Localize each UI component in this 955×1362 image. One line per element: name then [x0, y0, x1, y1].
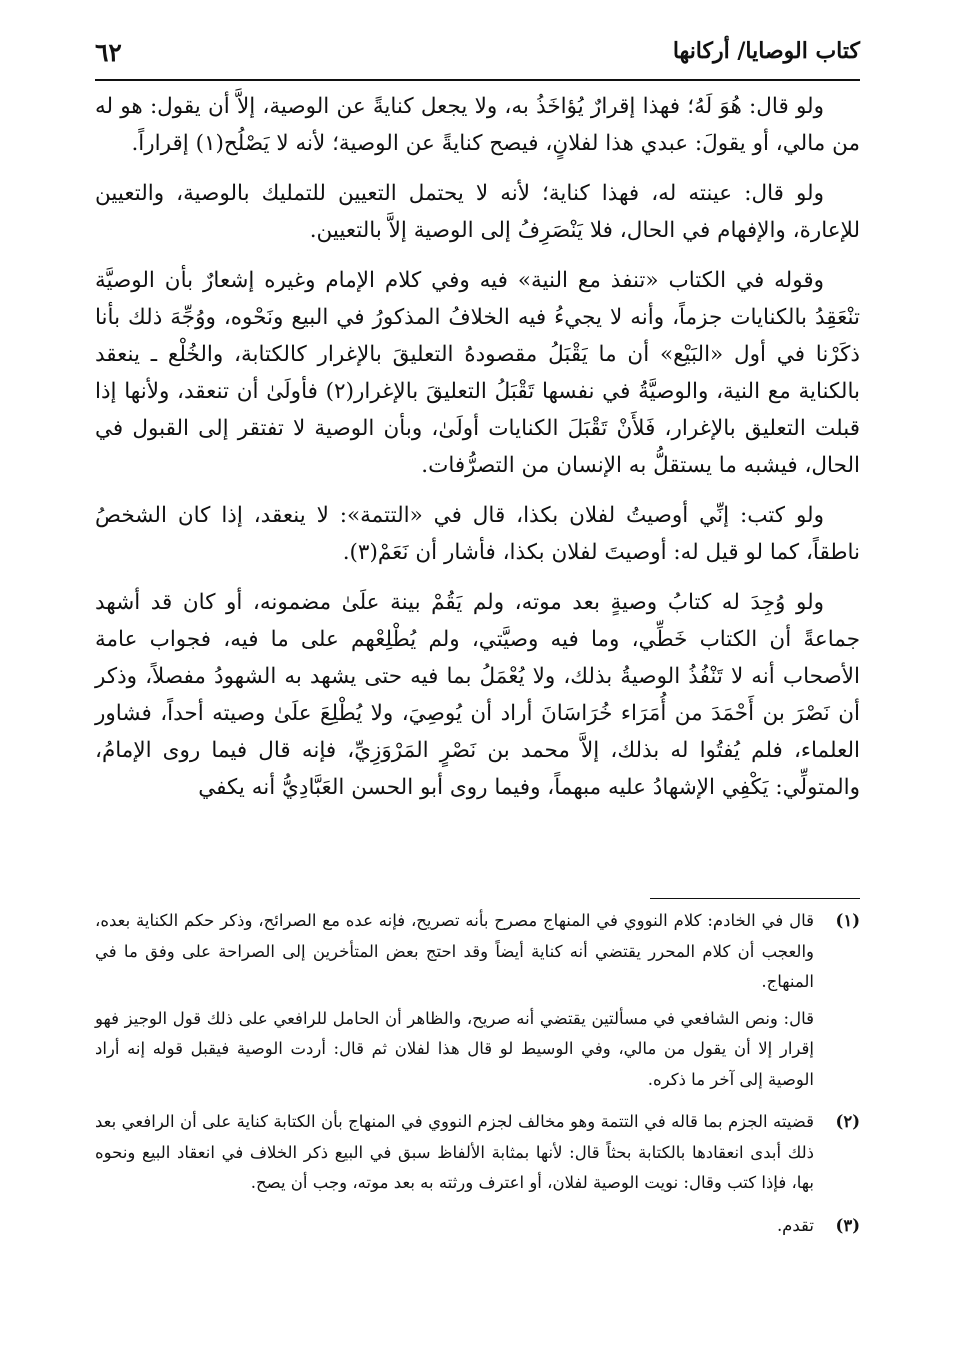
footnote-number: (١)	[835, 911, 860, 930]
running-title: كتاب الوصايا/ أركانها	[672, 38, 860, 64]
paragraph: ولو قال: عينته له، فهذا كناية؛ لأنه لا يحتمل التعيين للتمليك بالوصية، والتعيين للإعارة، والإفهام في الحال، فلا يَنْصَرِفُ إلى الوصية إلاَّ بالتعيين.	[95, 181, 860, 243]
footnote	[95, 906, 860, 1101]
paragraph: ولو قال: هُوَ لَهُ؛ فهذا إقرارٌ يُؤاخَذُ به، ولا يجعل كنايةً عن الوصية، إلاَّ أن يقول: هو له من مالي، أو يقولَ: عبدي هذا لفلانٍ، فيصح كنايةً عن الوصية؛ لأنه لا يَصْلُح(١) إقراراً.	[95, 94, 860, 156]
footnote-paragraph: قال في الخادم: كلام النووي في المنهاج مصرح بأنه تصريح، فإنه عده مع الصرائح، وذكر حكم الكناية بعده، والعجب أن كلام المحرر يقتضي أنه كناية أيضاً وقد احتج بعض المتأخرين إلى الصراحة على وفق ما في المنهاج.	[95, 911, 814, 991]
footnotes	[95, 906, 860, 1253]
paragraph: ولو كتب: إنِّي أوصيتُ لفلان بكذا، قال في «التتمة»: لا ينعقد، إذا كان الشخصُ ناطقاً، كما لو قيل له: أوصيتَ لفلان بكذا، فأشار أن نَعَمْ(٣).	[95, 503, 860, 565]
footnote-paragraph: قضيته الجزم بما قاله في التتمة وهو مخالف لجزم النووي في المنهاج بأن الكتابة كناية على أن الرافعي بعد ذلك أبدى انعقادها بالكتابة بحثاً قال: لأنها بمثابة الألفاظ سبق في البيع ذكر الخلاف في انعقاد البيع ونحوه بها، فإذا كتب وقال: نويت الوصية لفلان، أو اعترف ورثته به بعد موته، وجب أن يصح.	[95, 1112, 814, 1192]
footnote-number: (٣)	[835, 1215, 860, 1235]
footnote	[95, 1107, 860, 1205]
footnote-number: (٢)	[835, 1112, 860, 1131]
footnote-text	[95, 1211, 814, 1248]
page-header	[95, 34, 860, 74]
paragraph: ولو وُجِدَ له كتابُ وصيةٍ بعد موته، ولم يَقُمْ بينة علَىٰ مضمونه، أو كان قد أشهد جماعةً أن الكتاب خَطِّي، وما فيه وصيَّتي، ولم يُطْلِعْهم على ما فيه، فجواب عامة الأصحاب أنه لا تَنْفُذُ الوصيةُ بذلك، ولا يُعْمَلُ بما فيه حتى يشهد به الشهودُ مفصلاً، وذكر أن نَصْرَ بن أَحْمَدَ من أُمَرَاء خُرَاسَانَ أراد أن يُوصِيَ، ولا يُطْلِعَ علَىٰ وصيته أحداً، فشاور العلماء، فلم يُفتُوا له بذلك، إلاَّ محمد بن نَصْرٍ المَرْوَزِيِّ، فإنه قال فيما روى الإمامُ، والمتولِّي: يَكْفِي الإشهادُ عليه مبهماً، وفيما روى أبو الحسن العَبَّادِيُّ أنه يكفي	[95, 590, 860, 800]
footnote-paragraph: تقدم.	[776, 1215, 814, 1235]
footnote-text	[95, 906, 814, 1101]
footnote-divider	[650, 898, 860, 899]
footnote	[95, 1211, 860, 1248]
main-text	[95, 88, 860, 819]
footnote-paragraph: قال: ونص الشافعي في مسألتين يقتضي أنه صريح، والظاهر أن الحامل للرافعي على ذلك قول الوجيز فهو إقرار إلا أن يقول من مالي، وفي الوسيط لو قال هذا لفلان ثم قال: أردت الوصية فيقبل قوله إنه أراد الوصية إلى آخر ما ذكره.	[95, 1008, 814, 1089]
page-number: ٦٢	[95, 38, 122, 67]
header-divider	[95, 79, 860, 81]
paragraph: وقوله في الكتاب «تنفذ مع النية» فيه وفي كلام الإمام وغيره إشعارٌ بأن الوصيَّة تنْعَقِدُ بالكنايات جزماً، وأنه لا يجيءُ فيه الخلافُ المذكورُ في البيع ونَحْوه، ووُجِّهَ ذلك بأنا ذكَرْنا في أول «البَيْع» أن ما يَقْبَلُ مقصودهُ التعليقَ بالإغرار كالكتابة، والخُلْع ـ ينعقد بالكناية مع النية، والوصيَّةُ في نفسها تَقْبَلُ التعليقَ بالإغرار(٢) فأولَىٰ أن تنعقد، ولأنها إذا قبلت التعليق بالإغرار، فَلأَنْ تَقْبَلَ الكنايات أولَىٰ، وبأن الوصية لا تفتقر إلى القبول في الحال، فيشبه ما يستقلُّ به الإنسان من التصرُّفات.	[95, 268, 860, 478]
footnote-text	[95, 1107, 814, 1205]
